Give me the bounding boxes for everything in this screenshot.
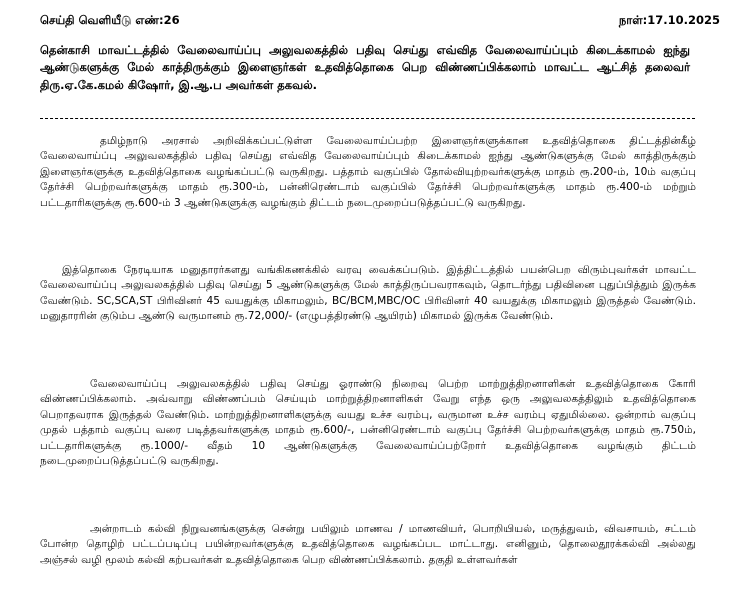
- release-header: [40, 10, 720, 30]
- body-paragraph-4-text: அன்றாடம் கல்வி நிறுவனங்களுக்கு சென்று பயிலும் மாணவ / மாணவியர், பொறியியல், மருத்துவம், விவசாயம், சட்டம் போன்ற தொழிற் பட்டப்படிப்பு பயின்றவர்களுக்கு உதவித்தொகை வழங்கப்பட மாட்டாது. எனினும், தொலைதூரக்கல்வி அல்லது அஞ்சல் வழி மூலம் கல்வி கற்பவர்கள் உதவித்தொகை பெற விண்ணப்பிக்கலாம். தகுதி உள்ளவர்கள்: [40, 523, 696, 566]
- body-paragraph-1: [40, 134, 696, 211]
- body-paragraph-2: [40, 263, 696, 325]
- body-paragraph-4: [40, 522, 696, 568]
- dashed-divider: [40, 118, 695, 119]
- body-paragraph-1-text: தமிழ்நாடு அரசால் அறிவிக்கப்பட்டுள்ள வேலைவாய்ப்பற்ற இளைஞர்களுக்கான உதவித்தொகை திட்டத்தின்கீழ் வேலைவாய்ப்பு அலுவலகத்தில் பதிவு செய்து எவ்வித வேலைவாய்ப்பும் கிடைக்காமல் ஐந்து ஆண்டுகளுக்கு மேல் காத்திருக்கும் இளைஞர்களுக்கு உதவித்தொகை வழங்கப்பட்டு வருகிறது. பத்தாம் வகுப்பில் தோல்வியுற்றவர்களுக்கு மாதம் ரூ.200-ம், 10ம் வகுப்பு தேர்ச்சி பெற்றவர்களுக்கு மாதம் ரூ.300-ம், பன்னிரெண்டாம் வகுப்பில் தேர்ச்சி பெற்றவர்களுக்கு மாதம் ரூ.400-ம் மற்றும் பட்டதாரிகளுக்கு ரூ.600-ம் 3 ஆண்டுகளுக்கு வழங்கும் திட்டம் நடைமுறைப்படுத்தப்பட்டு வருகிறது.: [40, 135, 696, 209]
- press-release-date: நாள்:17.10.2025: [618, 13, 720, 27]
- headline: தென்காசி மாவட்டத்தில் வேலைவாய்ப்பு அலுவலகத்தில் பதிவு செய்து எவ்வித வேலைவாய்ப்பும் கிடைக்காமல் ஐந்து ஆண்டுகளுக்கு மேல் காத்திருக்கும் இளைஞர்கள் உதவித்தொகை பெற விண்ணப்பிக்கலாம் மாவட்ட ஆட்சித் தலைவர் திரு.ஏ.கே.கமல் கிஷோர், இ.ஆ.ப அவர்கள் தகவல்.: [40, 43, 690, 92]
- body-paragraph-2-text: இத்தொகை நேரடியாக மனுதாரர்களது வங்கிகணக்கில் வரவு வைக்கப்படும். இத்திட்டத்தில் பயன்பெற விரும்புவர்கள் மாவட்ட வேலைவாய்ப்பு அலுவலகத்தில் பதிவு செய்து 5 ஆண்டுகளுக்கு மேல் காத்திருப்பவராகவும், தொடர்ந்து பதிவினை புதுப்பித்தும் இருக்க வேண்டும். SC,SCA,ST பிரிவினர் 45 வயதுக்கு மிகாமலும், BC/BCM,MBC/OC பிரிவினர் 40 வயதுக்கு மிகாமலும் இருத்தல் வேண்டும். மனுதாரரின் குடும்ப ஆண்டு வருமானம் ரூ.72,000/- (எழுபத்திரண்டு ஆயிரம்) மிகாமல் இருக்க வேண்டும்.: [40, 264, 696, 323]
- press-release-number: செய்தி வெளியீடு எண்:26: [40, 13, 180, 27]
- body-paragraph-3-text: வேலைவாய்ப்பு அலுவலகத்தில் பதிவு செய்து ஓராண்டு நிறைவு பெற்ற மாற்றுத்திறனாளிகள் உதவித்தொகை கோரி விண்ணப்பிக்கலாம். அவ்வாறு விண்ணப்பம் செய்யும் மாற்றுத்திறனாளிகள் வேறு எந்த ஒரு அலுவலகத்திலும் உதவித்தொகை பெறாதவராக இருத்தல் வேண்டும். மாற்றுத்திறனாளிகளுக்கு வயது உச்ச வரம்பு, வருமான உச்ச வரம்பு ஏதுமில்லை. ஒன்றாம் வகுப்பு முதல் பத்தாம் வகுப்பு வரை படித்தவர்களுக்கு மாதம் ரூ.600/-, பன்னிரெண்டாம் வகுப்பு தேர்ச்சி பெற்றவர்களுக்கு மாதம் ரூ.750ம், பட்டதாரிகளுக்கு ரூ.1000/- வீதம் 10 ஆண்டுகளுக்கு வேலைவாய்ப்பற்றோர் உதவித்தொகை வழங்கும் திட்டம் நடைமுறைப்படுத்தப்பட்டு வருகிறது.: [40, 378, 696, 468]
- body-paragraph-3: [40, 377, 696, 469]
